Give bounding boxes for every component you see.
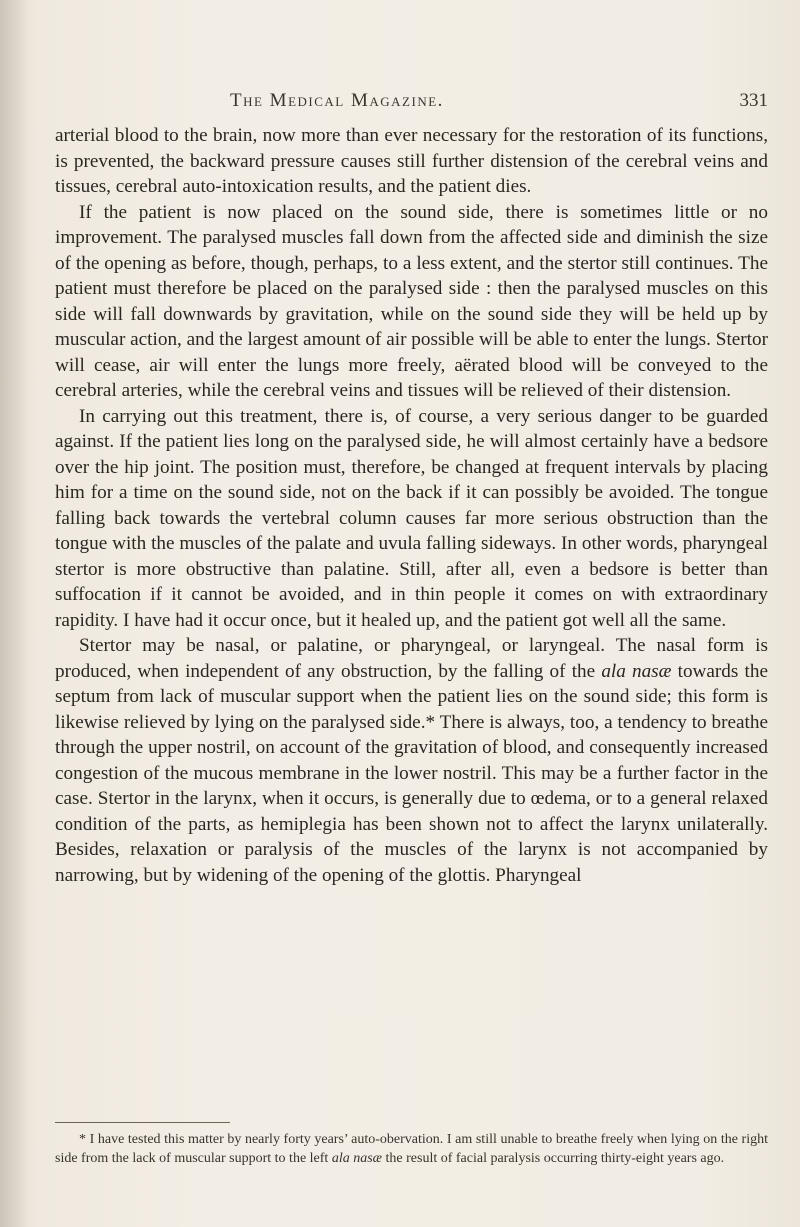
paragraph-4-italic-ala-nasae: ala nasæ — [601, 660, 672, 682]
footnote-rule — [55, 1122, 230, 1123]
paragraph-3: In carrying out this treatment, there is, of course, a very serious danger to be guarded against. If the patient lies long on the paralysed side, he will almost certainly have a bedsore over the hip joint. The position must, therefore, be changed at frequent intervals by placing him for a time on the sound side, not on the back if it can possibly be avoided. The tongue falling back towards the vertebral column causes far more serious obstruction than the tongue with the muscles of the palate and uvula falling sideways. In other words, pharyngeal stertor is more obstructive than palatine. Still, after all, even a bedsore is better than suffocation if it cannot be avoided, and in thin people it comes on with extraordinary rapidity. I have had it occur once, but it healed up, and the patient got well all the same. — [55, 405, 768, 631]
paragraph-4-part-2: towards the septum from lack of muscular support when the patient lies on the sound side; this form is likewise relieved by lying on the paralysed side.* There is always, too, a tendency to breathe through the upper nostril, on account of the gravitation of blood, and consequently increased congestion of the mucous membrane in the lower nostril. This may be a further factor in the case. Stertor in the larynx, when it occurs, is generally due to œdema, or to a general relaxed condition of the parts, as hemiplegia has been shown not to affect the larynx unilaterally. Besides, relaxation or paralysis of the muscles of the larynx is not accompanied by narrowing, but by widening of the opening of the glottis. Pharyngeal — [55, 660, 768, 886]
footnote-italic-ala-nasae: ala nasæ — [331, 1150, 383, 1166]
running-header: The Medical Magazine. — [230, 90, 444, 111]
footnote-part-1: * I have tested this matter by nearly forty years’ auto-obervation. I am still unable to breathe freely when lying on the right side from the lack of muscular support to the left — [55, 1132, 768, 1166]
body-text — [55, 123, 768, 888]
footnote-text — [55, 1131, 768, 1168]
paragraph-4-part-1: Stertor may be nasal, or palatine, or pharyngeal, or laryngeal. The nasal form is produced, when independent of any obstruction, by the falling of the — [55, 635, 768, 682]
paragraph-4 — [55, 633, 768, 888]
binding-shadow — [0, 0, 30, 1227]
page-number: 331 — [739, 90, 768, 111]
footnote — [55, 1131, 768, 1168]
paragraph-1: arterial blood to the brain, now more than ever necessary for the restoration of its functions, is prevented, the backward pressure causes still further distension of the cerebral veins and tissues, cerebral auto-intoxication results, and the patient dies. — [55, 125, 768, 197]
paragraph-2: If the patient is now placed on the sound side, there is sometimes little or no improvement. The paralysed muscles fall down from the affected side and diminish the size of the opening as before, though, perhaps, to a less extent, and the stertor still continues. The patient must therefore be placed on the paralysed side : then the paralysed muscles on this side will fall downwards by gravitation, while on the sound side they will be held up by muscular action, and the largest amount of air possible will be able to enter the lungs. Stertor will cease, air will enter the lungs more freely, aërated blood will be conveyed to the cerebral arteries, while the cerebral veins and tissues will be relieved of their distension. — [55, 201, 768, 401]
footnote-part-2: the result of facial paralysis occurring thirty-eight years ago. — [382, 1150, 725, 1166]
